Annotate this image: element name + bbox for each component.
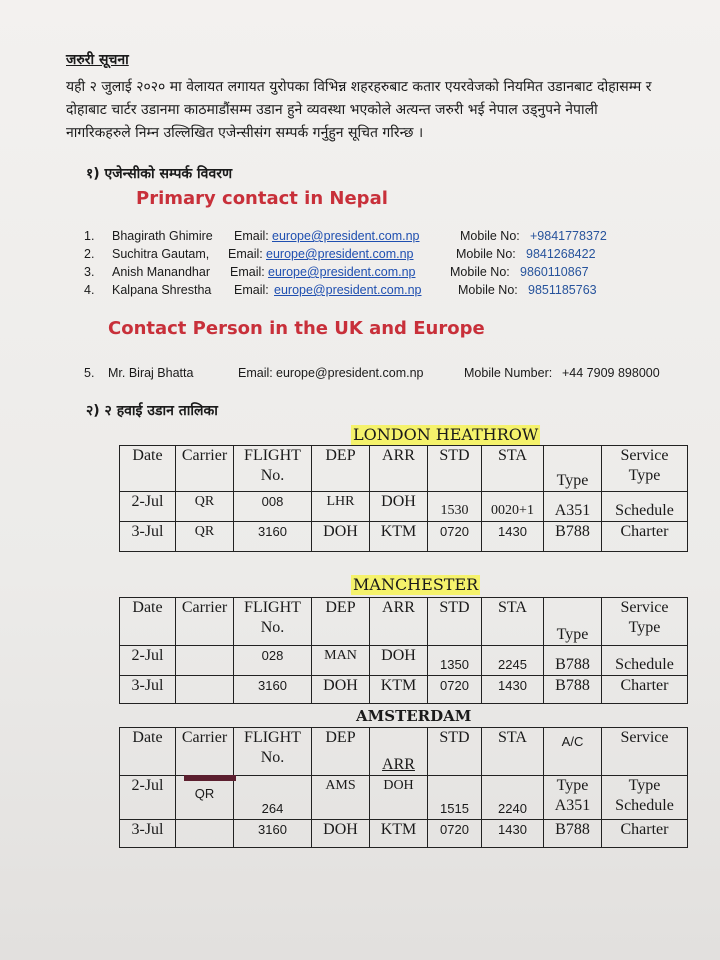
cell-flight: 3160	[234, 676, 312, 704]
contact-number: 5.	[84, 366, 95, 380]
cell-type: B788	[544, 522, 602, 552]
cell-date: 2-Jul	[120, 776, 176, 820]
cell-sta: 2240	[482, 776, 544, 820]
contact-number: 4.	[84, 283, 95, 297]
amsterdam-title: AMSTERDAM	[356, 707, 472, 725]
cell-arr: DOH	[370, 492, 428, 522]
header-date: Date	[120, 598, 176, 646]
mobile-number: 9860110867	[520, 265, 589, 279]
header-date: Date	[120, 728, 176, 776]
mobile-number: +44 7909 898000	[562, 366, 660, 380]
contact-name: Anish Manandhar	[112, 265, 210, 279]
header-service-line2: Type	[628, 619, 661, 636]
cell-arr: KTM	[370, 522, 428, 552]
cell-sta: 2245	[482, 646, 544, 676]
cell-flight: 028	[234, 646, 312, 676]
mobile-number: 9841268422	[526, 247, 596, 261]
cell-service	[602, 776, 688, 820]
header-service-line2: Type	[628, 467, 661, 484]
header-service-line1: Service	[620, 599, 669, 616]
header-service	[602, 446, 688, 492]
header-flight-line1: FLIGHT	[244, 729, 301, 746]
contact-number: 2.	[84, 247, 95, 261]
cell-flight: 264	[234, 776, 312, 820]
cell-date: 3-Jul	[120, 820, 176, 848]
cell-carrier: QR	[176, 492, 234, 522]
email-label: Email:	[230, 265, 265, 279]
cell-flight: 008	[234, 492, 312, 522]
section-1-title: १) एजेन्सीको सम्पर्क विवरण	[86, 166, 233, 182]
header-dep: DEP	[312, 446, 370, 492]
mobile-label: Mobile No:	[458, 283, 518, 297]
email-link[interactable]: europe@president.com.np	[274, 283, 422, 297]
cell-type: B788	[544, 676, 602, 704]
header-flight	[234, 728, 312, 776]
cell-carrier	[176, 676, 234, 704]
cell-arr: KTM	[370, 820, 428, 848]
uk-contact-title: Contact Person in the UK and Europe	[108, 318, 485, 339]
cell-std: 0720	[428, 676, 482, 704]
cell-carrier	[176, 646, 234, 676]
header-ac: A/C	[544, 728, 602, 776]
cell-dep: AMS	[312, 776, 370, 820]
header-arr: ARR	[370, 446, 428, 492]
notice-paragraph: यही २ जुलाई २०२० मा वेलायत लगायत युरोपका विभिन्न शहरहरुबाट कतार एयरवेजको नियमित उडानबाट दोहासम्म र दोहाबाट चार्टर उडानमा काठमाडौंसम्म उडान हुने व्यवस्था भएकोले अत्यन्त जरुरी भई नेपाल उड्नुपने नेपाली नागरिकहरुले निम्न उल्लिखित एजेन्सीसंग सम्पर्क गर्नुहुन सूचित गरिन्छ ।	[66, 79, 652, 141]
cell-service-label: Type	[628, 777, 661, 794]
header-flight	[234, 446, 312, 492]
cell-dep: DOH	[312, 676, 370, 704]
cell-service: Charter	[602, 820, 688, 848]
header-std: STD	[428, 446, 482, 492]
mobile-label: Mobile No:	[450, 265, 510, 279]
cell-arr: KTM	[370, 676, 428, 704]
header-service-line1: Service	[620, 447, 669, 464]
header-std: STD	[428, 728, 482, 776]
contact-name: Suchitra Gautam,	[112, 247, 210, 261]
cell-service-value: Schedule	[615, 797, 674, 814]
table-header-row	[120, 598, 688, 646]
cell-type-label: Type	[556, 777, 589, 794]
cell-sta: 0020+1	[482, 492, 544, 522]
cell-std: 0720	[428, 820, 482, 848]
cell-flight: 3160	[234, 522, 312, 552]
cell-date: 2-Jul	[120, 492, 176, 522]
header-carrier: Carrier	[176, 598, 234, 646]
manchester-title: MANCHESTER	[353, 575, 479, 594]
email-link[interactable]: europe@president.com.np	[266, 247, 414, 261]
header-std: STD	[428, 598, 482, 646]
header-flight-line1: FLIGHT	[244, 447, 301, 464]
cell-service: Schedule	[602, 646, 688, 676]
header-flight-line2: No.	[260, 749, 285, 766]
redaction-mark	[184, 775, 236, 781]
cell-date: 3-Jul	[120, 522, 176, 552]
cell-std: 1350	[428, 646, 482, 676]
header-sta: STA	[482, 446, 544, 492]
cell-sta: 1430	[482, 676, 544, 704]
cell-date: 3-Jul	[120, 676, 176, 704]
mobile-number: 9851185763	[528, 283, 597, 297]
email-link[interactable]: europe@president.com.np	[268, 265, 416, 279]
mobile-label: Mobile Number:	[464, 366, 553, 380]
cell-service: Charter	[602, 522, 688, 552]
email-label: Email:	[234, 229, 269, 243]
contact-name: Bhagirath Ghimire	[112, 229, 213, 243]
contact-number: 1.	[84, 229, 95, 243]
header-sta: STA	[482, 728, 544, 776]
header-flight-line2: No.	[260, 619, 285, 636]
primary-contact-title: Primary contact in Nepal	[136, 188, 388, 209]
header-sta: STA	[482, 598, 544, 646]
header-service	[602, 598, 688, 646]
notice-heading: जरुरी सूचना	[66, 52, 129, 68]
table-row	[120, 820, 688, 848]
contact-number: 3.	[84, 265, 95, 279]
table-row	[120, 676, 688, 704]
london-flight-table	[119, 445, 688, 552]
table-row	[120, 646, 688, 676]
cell-type	[544, 776, 602, 820]
cell-type: B788	[544, 646, 602, 676]
cell-dep: DOH	[312, 522, 370, 552]
mobile-label: Mobile No:	[456, 247, 516, 261]
cell-sta: 1430	[482, 820, 544, 848]
header-flight-line1: FLIGHT	[244, 599, 301, 616]
header-flight-line2: No.	[260, 467, 285, 484]
cell-type-value: A351	[554, 797, 591, 814]
header-dep: DEP	[312, 598, 370, 646]
contact-name: Mr. Biraj Bhatta	[108, 366, 194, 380]
cell-type: B788	[544, 820, 602, 848]
cell-flight: 3160	[234, 820, 312, 848]
contact-name: Kalpana Shrestha	[112, 283, 212, 297]
header-dep: DEP	[312, 728, 370, 776]
cell-arr: DOH	[370, 776, 428, 820]
section-2-title: २) २ हवाई उडान तालिका	[86, 403, 218, 419]
table-header-row	[120, 446, 688, 492]
email-label: Email:	[228, 247, 263, 261]
cell-dep: DOH	[312, 820, 370, 848]
london-heathrow-title: LONDON HEATHROW	[353, 425, 539, 444]
header-arr: ARR	[370, 728, 428, 776]
header-carrier: Carrier	[176, 446, 234, 492]
cell-service: Schedule	[602, 492, 688, 522]
cell-std: 1515	[428, 776, 482, 820]
table-header-row	[120, 728, 688, 776]
cell-carrier: QR	[176, 776, 234, 820]
table-row	[120, 776, 688, 820]
cell-dep: LHR	[312, 492, 370, 522]
email-label: Email:	[238, 366, 273, 380]
email-text: europe@president.com.np	[276, 366, 424, 380]
cell-sta: 1430	[482, 522, 544, 552]
header-type: Type	[544, 598, 602, 646]
cell-service: Charter	[602, 676, 688, 704]
cell-date: 2-Jul	[120, 646, 176, 676]
table-row	[120, 492, 688, 522]
cell-std: 1530	[428, 492, 482, 522]
cell-dep: MAN	[312, 646, 370, 676]
table-row	[120, 522, 688, 552]
mobile-number: +9841778372	[530, 229, 607, 243]
header-date: Date	[120, 446, 176, 492]
email-link[interactable]: europe@president.com.np	[272, 229, 420, 243]
cell-arr: DOH	[370, 646, 428, 676]
amsterdam-flight-table	[119, 727, 688, 848]
header-type: Type	[544, 446, 602, 492]
cell-type: A351	[544, 492, 602, 522]
email-label: Email:	[234, 283, 269, 297]
cell-std: 0720	[428, 522, 482, 552]
header-service: Service	[602, 728, 688, 776]
cell-carrier	[176, 820, 234, 848]
cell-carrier: QR	[176, 522, 234, 552]
header-flight	[234, 598, 312, 646]
header-carrier: Carrier	[176, 728, 234, 776]
mobile-label: Mobile No:	[460, 229, 520, 243]
manchester-flight-table	[119, 597, 688, 704]
header-arr: ARR	[370, 598, 428, 646]
